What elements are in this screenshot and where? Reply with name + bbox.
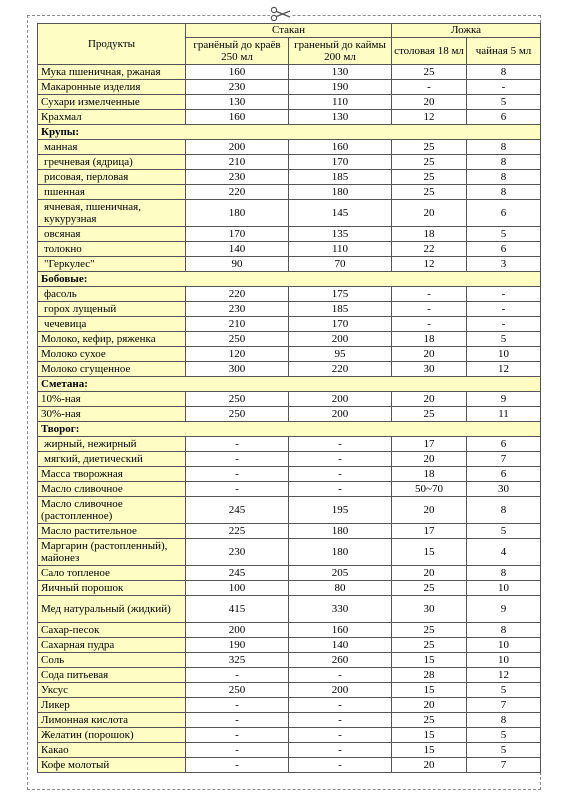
teaspoon-value: 10 bbox=[467, 653, 541, 668]
glass-full-value: - bbox=[186, 713, 289, 728]
product-name: Какао bbox=[38, 743, 186, 758]
teaspoon-value: 12 bbox=[467, 668, 541, 683]
tablespoon-value: 17 bbox=[392, 437, 467, 452]
teaspoon-value: - bbox=[467, 302, 541, 317]
glass-rim-value: 135 bbox=[289, 227, 392, 242]
table-row bbox=[38, 539, 541, 566]
glass-full-value: 325 bbox=[186, 653, 289, 668]
table-row bbox=[38, 596, 541, 623]
table-row bbox=[38, 227, 541, 242]
table-row bbox=[38, 638, 541, 653]
glass-rim-value: 170 bbox=[289, 317, 392, 332]
product-name: жирный, нежирный bbox=[38, 437, 186, 452]
teaspoon-value: 5 bbox=[467, 728, 541, 743]
glass-header: Стакан bbox=[186, 24, 392, 38]
table-body bbox=[38, 65, 541, 773]
glass-full-value: 250 bbox=[186, 407, 289, 422]
glass-full-value: - bbox=[186, 668, 289, 683]
glass-rim-value: 180 bbox=[289, 524, 392, 539]
glass-faceted-full-header: гранёный до краёв 250 мл bbox=[186, 38, 289, 65]
glass-full-value: - bbox=[186, 698, 289, 713]
glass-full-value: 230 bbox=[186, 170, 289, 185]
table-row bbox=[38, 743, 541, 758]
tablespoon-value: - bbox=[392, 317, 467, 332]
tablespoon-value: 25 bbox=[392, 65, 467, 80]
products-header: Продукты bbox=[38, 24, 186, 65]
product-name: Маргарин (растопленный), майонез bbox=[38, 539, 186, 566]
tablespoon-value: 15 bbox=[392, 683, 467, 698]
glass-rim-value: 260 bbox=[289, 653, 392, 668]
tablespoon-value: - bbox=[392, 302, 467, 317]
teaspoon-value: 5 bbox=[467, 524, 541, 539]
product-name: Крахмал bbox=[38, 110, 186, 125]
teaspoon-value: 7 bbox=[467, 698, 541, 713]
glass-rim-value: - bbox=[289, 452, 392, 467]
teaspoon-value: 10 bbox=[467, 638, 541, 653]
table-row bbox=[38, 392, 541, 407]
tablespoon-value: 25 bbox=[392, 185, 467, 200]
section-title: Крупы: bbox=[38, 125, 541, 140]
tablespoon-value: 25 bbox=[392, 638, 467, 653]
glass-rim-value: 190 bbox=[289, 80, 392, 95]
teaspoon-value: 11 bbox=[467, 407, 541, 422]
product-name: Сало топленое bbox=[38, 566, 186, 581]
product-name: Макаронные изделия bbox=[38, 80, 186, 95]
tablespoon-value: 15 bbox=[392, 539, 467, 566]
product-name: толокно bbox=[38, 242, 186, 257]
teaspoon-value: 9 bbox=[467, 596, 541, 623]
glass-rim-value: - bbox=[289, 728, 392, 743]
glass-full-value: 170 bbox=[186, 227, 289, 242]
glass-rim-value: 200 bbox=[289, 683, 392, 698]
tablespoon-value: 18 bbox=[392, 227, 467, 242]
product-name: Уксус bbox=[38, 683, 186, 698]
glass-full-value: 180 bbox=[186, 200, 289, 227]
tablespoon-value: 17 bbox=[392, 524, 467, 539]
product-name: гречневая (ядрица) bbox=[38, 155, 186, 170]
product-name: Мед натуральный (жидкий) bbox=[38, 596, 186, 623]
teaspoon-value: 8 bbox=[467, 713, 541, 728]
table-row bbox=[38, 437, 541, 452]
teaspoon-value: 10 bbox=[467, 581, 541, 596]
glass-rim-value: 220 bbox=[289, 362, 392, 377]
glass-full-value: - bbox=[186, 482, 289, 497]
tablespoon-value: 20 bbox=[392, 698, 467, 713]
glass-faceted-rim-header: граненый до каймы 200 мл bbox=[289, 38, 392, 65]
teaspoon-value: 6 bbox=[467, 200, 541, 227]
teaspoon-value: 7 bbox=[467, 758, 541, 773]
teaspoon-value: 6 bbox=[467, 110, 541, 125]
tablespoon-value: 20 bbox=[392, 497, 467, 524]
glass-full-value: 210 bbox=[186, 317, 289, 332]
glass-full-value: 225 bbox=[186, 524, 289, 539]
tablespoon-value: 30 bbox=[392, 596, 467, 623]
teaspoon-value: - bbox=[467, 317, 541, 332]
glass-rim-value: - bbox=[289, 467, 392, 482]
glass-full-value: 200 bbox=[186, 140, 289, 155]
glass-full-value: 230 bbox=[186, 302, 289, 317]
glass-rim-value: 330 bbox=[289, 596, 392, 623]
glass-rim-value: 175 bbox=[289, 287, 392, 302]
table-row bbox=[38, 497, 541, 524]
glass-rim-value: 200 bbox=[289, 392, 392, 407]
teaspoon-value: 6 bbox=[467, 467, 541, 482]
product-name: Масло растительное bbox=[38, 524, 186, 539]
tablespoon-value: 20 bbox=[392, 392, 467, 407]
glass-full-value: 415 bbox=[186, 596, 289, 623]
product-name: мягкий, диетический bbox=[38, 452, 186, 467]
table-row bbox=[38, 758, 541, 773]
glass-full-value: 100 bbox=[186, 581, 289, 596]
glass-rim-value: 160 bbox=[289, 623, 392, 638]
tablespoon-value: 20 bbox=[392, 200, 467, 227]
glass-full-value: - bbox=[186, 728, 289, 743]
teaspoon-value: 8 bbox=[467, 65, 541, 80]
teaspoon-header: чайная 5 мл bbox=[467, 38, 541, 65]
glass-full-value: 230 bbox=[186, 539, 289, 566]
teaspoon-value: 12 bbox=[467, 362, 541, 377]
glass-full-value: 250 bbox=[186, 392, 289, 407]
table-row bbox=[38, 728, 541, 743]
product-name: Сахар-песок bbox=[38, 623, 186, 638]
product-name: Молоко, кефир, ряженка bbox=[38, 332, 186, 347]
glass-full-value: 200 bbox=[186, 623, 289, 638]
product-name: пшенная bbox=[38, 185, 186, 200]
tablespoon-value: 12 bbox=[392, 110, 467, 125]
section-title: Сметана: bbox=[38, 377, 541, 392]
glass-rim-value: 95 bbox=[289, 347, 392, 362]
tablespoon-value: 50~70 bbox=[392, 482, 467, 497]
product-name: Мука пшеничная, ржаная bbox=[38, 65, 186, 80]
teaspoon-value: 5 bbox=[467, 227, 541, 242]
product-name: Сода питьевая bbox=[38, 668, 186, 683]
teaspoon-value: 9 bbox=[467, 392, 541, 407]
tablespoon-value: 28 bbox=[392, 668, 467, 683]
glass-full-value: 120 bbox=[186, 347, 289, 362]
glass-full-value: 210 bbox=[186, 155, 289, 170]
glass-rim-value: 185 bbox=[289, 170, 392, 185]
glass-full-value: 245 bbox=[186, 566, 289, 581]
tablespoon-value: 20 bbox=[392, 758, 467, 773]
tablespoon-value: 25 bbox=[392, 170, 467, 185]
table-row bbox=[38, 362, 541, 377]
teaspoon-value: 7 bbox=[467, 452, 541, 467]
teaspoon-value: 6 bbox=[467, 242, 541, 257]
glass-full-value: 90 bbox=[186, 257, 289, 272]
teaspoon-value: 8 bbox=[467, 566, 541, 581]
glass-rim-value: 110 bbox=[289, 242, 392, 257]
teaspoon-value: 8 bbox=[467, 623, 541, 638]
teaspoon-value: 30 bbox=[467, 482, 541, 497]
table-row bbox=[38, 80, 541, 95]
glass-full-value: 245 bbox=[186, 497, 289, 524]
glass-rim-value: 160 bbox=[289, 140, 392, 155]
tablespoon-value: 20 bbox=[392, 95, 467, 110]
table-row bbox=[38, 302, 541, 317]
glass-full-value: - bbox=[186, 467, 289, 482]
table-row bbox=[38, 668, 541, 683]
product-name: ячневая, пшеничная, кукурузная bbox=[38, 200, 186, 227]
product-name: рисовая, перловая bbox=[38, 170, 186, 185]
glass-rim-value: 185 bbox=[289, 302, 392, 317]
teaspoon-value: 5 bbox=[467, 743, 541, 758]
product-name: Молоко сгущенное bbox=[38, 362, 186, 377]
glass-rim-value: 200 bbox=[289, 332, 392, 347]
tablespoon-value: - bbox=[392, 287, 467, 302]
teaspoon-value: 3 bbox=[467, 257, 541, 272]
table-row bbox=[38, 170, 541, 185]
table-row bbox=[38, 140, 541, 155]
glass-rim-value: - bbox=[289, 482, 392, 497]
glass-rim-value: - bbox=[289, 698, 392, 713]
tablespoon-value: 25 bbox=[392, 140, 467, 155]
product-name: фасоль bbox=[38, 287, 186, 302]
glass-full-value: 220 bbox=[186, 287, 289, 302]
tablespoon-value: 20 bbox=[392, 566, 467, 581]
glass-rim-value: 70 bbox=[289, 257, 392, 272]
product-name: овсяная bbox=[38, 227, 186, 242]
product-name: Яичный порошок bbox=[38, 581, 186, 596]
teaspoon-value: 8 bbox=[467, 185, 541, 200]
table-row bbox=[38, 698, 541, 713]
product-name: Кофе молотый bbox=[38, 758, 186, 773]
table-row bbox=[38, 713, 541, 728]
tablespoon-value: 20 bbox=[392, 452, 467, 467]
product-name: Лимонная кислота bbox=[38, 713, 186, 728]
glass-rim-value: 110 bbox=[289, 95, 392, 110]
glass-rim-value: 180 bbox=[289, 185, 392, 200]
glass-full-value: - bbox=[186, 452, 289, 467]
tablespoon-value: 12 bbox=[392, 257, 467, 272]
glass-full-value: - bbox=[186, 758, 289, 773]
glass-rim-value: 145 bbox=[289, 200, 392, 227]
product-name: Ликер bbox=[38, 698, 186, 713]
glass-full-value: 300 bbox=[186, 362, 289, 377]
tablespoon-value: 15 bbox=[392, 653, 467, 668]
tablespoon-value: 25 bbox=[392, 623, 467, 638]
table-row bbox=[38, 623, 541, 638]
table-row bbox=[38, 581, 541, 596]
glass-full-value: 130 bbox=[186, 95, 289, 110]
table-row bbox=[38, 467, 541, 482]
teaspoon-value: 8 bbox=[467, 155, 541, 170]
spoon-header: Ложка bbox=[392, 24, 541, 38]
glass-full-value: 160 bbox=[186, 65, 289, 80]
glass-rim-value: 130 bbox=[289, 110, 392, 125]
teaspoon-value: 8 bbox=[467, 497, 541, 524]
teaspoon-value: 8 bbox=[467, 170, 541, 185]
table-row bbox=[38, 287, 541, 302]
section-row bbox=[38, 125, 541, 140]
table-row bbox=[38, 347, 541, 362]
product-name: Масло сливочное bbox=[38, 482, 186, 497]
product-name: "Геркулес" bbox=[38, 257, 186, 272]
glass-rim-value: - bbox=[289, 668, 392, 683]
teaspoon-value: 5 bbox=[467, 683, 541, 698]
glass-full-value: 160 bbox=[186, 110, 289, 125]
product-name: Сухари измелченные bbox=[38, 95, 186, 110]
table-row bbox=[38, 653, 541, 668]
table-row bbox=[38, 566, 541, 581]
glass-rim-value: 200 bbox=[289, 407, 392, 422]
glass-rim-value: - bbox=[289, 743, 392, 758]
glass-full-value: 140 bbox=[186, 242, 289, 257]
section-row bbox=[38, 422, 541, 437]
tablespoon-value: 25 bbox=[392, 155, 467, 170]
table-row bbox=[38, 155, 541, 170]
table-row bbox=[38, 407, 541, 422]
table-row bbox=[38, 65, 541, 80]
product-name: Желатин (порошок) bbox=[38, 728, 186, 743]
table-row bbox=[38, 242, 541, 257]
teaspoon-value: - bbox=[467, 80, 541, 95]
product-name: горох лущеный bbox=[38, 302, 186, 317]
table-row bbox=[38, 332, 541, 347]
glass-rim-value: 205 bbox=[289, 566, 392, 581]
product-name: Молоко сухое bbox=[38, 347, 186, 362]
section-row bbox=[38, 377, 541, 392]
teaspoon-value: 10 bbox=[467, 347, 541, 362]
teaspoon-value: 5 bbox=[467, 332, 541, 347]
product-name: Масса творожная bbox=[38, 467, 186, 482]
glass-rim-value: 170 bbox=[289, 155, 392, 170]
glass-rim-value: 180 bbox=[289, 539, 392, 566]
teaspoon-value: 6 bbox=[467, 437, 541, 452]
tablespoon-value: 18 bbox=[392, 332, 467, 347]
glass-rim-value: 80 bbox=[289, 581, 392, 596]
glass-rim-value: - bbox=[289, 437, 392, 452]
glass-rim-value: 195 bbox=[289, 497, 392, 524]
glass-full-value: 250 bbox=[186, 332, 289, 347]
table-row bbox=[38, 683, 541, 698]
tablespoon-value: 20 bbox=[392, 347, 467, 362]
table-row bbox=[38, 482, 541, 497]
tablespoon-value: 18 bbox=[392, 467, 467, 482]
table-row bbox=[38, 200, 541, 227]
product-name: 10%-ная bbox=[38, 392, 186, 407]
table-row bbox=[38, 110, 541, 125]
glass-rim-value: - bbox=[289, 713, 392, 728]
teaspoon-value: - bbox=[467, 287, 541, 302]
measures-table bbox=[37, 23, 541, 773]
glass-full-value: - bbox=[186, 437, 289, 452]
table-row bbox=[38, 452, 541, 467]
tablespoon-value: - bbox=[392, 80, 467, 95]
table-row bbox=[38, 95, 541, 110]
teaspoon-value: 5 bbox=[467, 95, 541, 110]
table-row bbox=[38, 257, 541, 272]
tablespoon-value: 22 bbox=[392, 242, 467, 257]
product-name: 30%-ная bbox=[38, 407, 186, 422]
tablespoon-value: 15 bbox=[392, 728, 467, 743]
section-title: Бобовые: bbox=[38, 272, 541, 287]
product-name: Сахарная пудра bbox=[38, 638, 186, 653]
tablespoon-value: 30 bbox=[392, 362, 467, 377]
section-row bbox=[38, 272, 541, 287]
tablespoon-header: столовая 18 мл bbox=[392, 38, 467, 65]
teaspoon-value: 8 bbox=[467, 140, 541, 155]
table-row bbox=[38, 185, 541, 200]
product-name: Масло сливочное (растопленное) bbox=[38, 497, 186, 524]
table-row bbox=[38, 524, 541, 539]
product-name: чечевица bbox=[38, 317, 186, 332]
tablespoon-value: 25 bbox=[392, 713, 467, 728]
tablespoon-value: 15 bbox=[392, 743, 467, 758]
section-title: Творог: bbox=[38, 422, 541, 437]
glass-rim-value: - bbox=[289, 758, 392, 773]
glass-full-value: - bbox=[186, 743, 289, 758]
glass-full-value: 230 bbox=[186, 80, 289, 95]
table-row bbox=[38, 317, 541, 332]
teaspoon-value: 4 bbox=[467, 539, 541, 566]
glass-full-value: 250 bbox=[186, 683, 289, 698]
glass-full-value: 220 bbox=[186, 185, 289, 200]
product-name: Соль bbox=[38, 653, 186, 668]
tablespoon-value: 25 bbox=[392, 407, 467, 422]
header-row-1 bbox=[38, 24, 541, 38]
glass-rim-value: 140 bbox=[289, 638, 392, 653]
scissors-icon bbox=[270, 6, 292, 22]
product-name: манная bbox=[38, 140, 186, 155]
glass-rim-value: 130 bbox=[289, 65, 392, 80]
glass-full-value: 190 bbox=[186, 638, 289, 653]
tablespoon-value: 25 bbox=[392, 581, 467, 596]
